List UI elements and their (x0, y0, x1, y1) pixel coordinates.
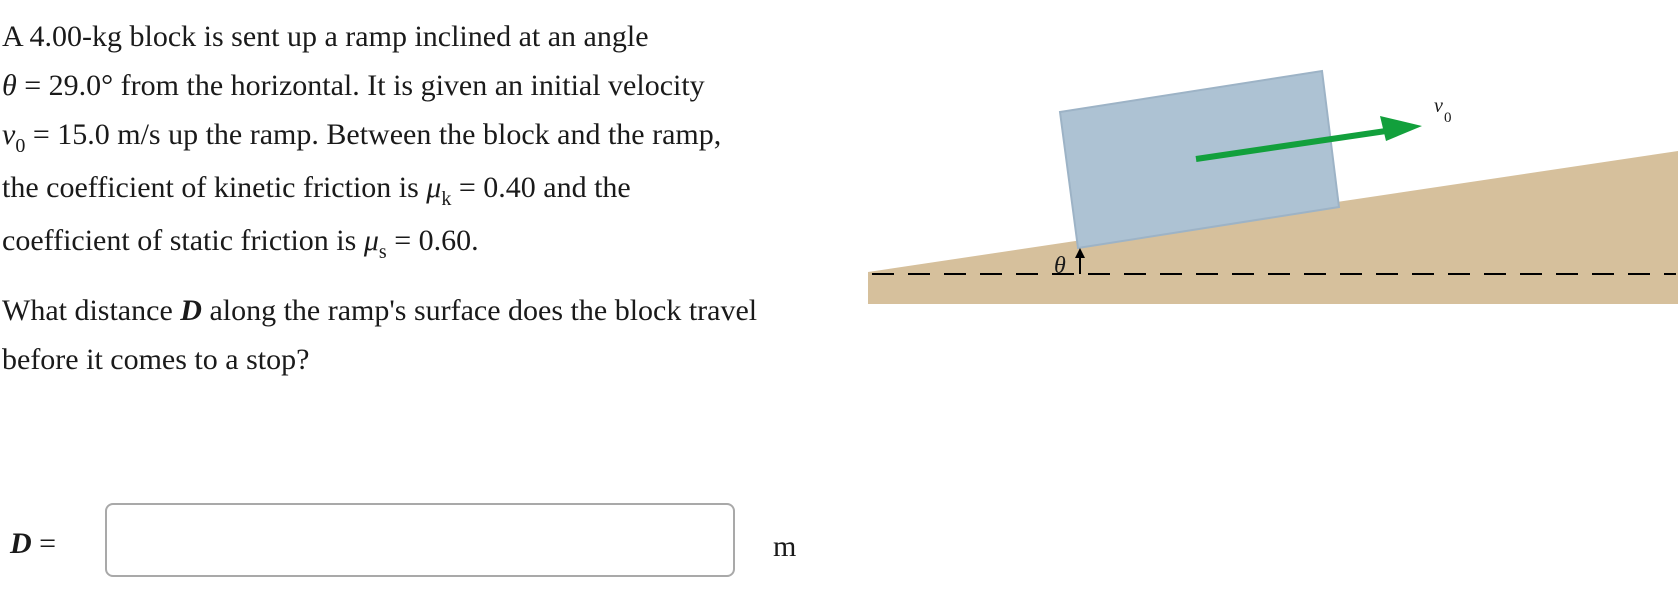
velocity-subscript: 0 (15, 135, 26, 157)
problem-angle-text: = 29.0° from the horizontal. It is given an initial velocity (16, 69, 705, 102)
question-text-end: along the ramp's surface does the block travel before it comes to a stop? (2, 294, 758, 376)
mu-k-symbol: μ (426, 171, 442, 204)
problem-line-1: A 4.00-kg block is sent up a ramp inclined at an angle (2, 20, 649, 53)
static-friction-value: = 0.60. (386, 224, 479, 257)
problem-statement (2, 12, 802, 384)
question-paragraph (2, 286, 762, 384)
velocity-label-subscript: 0 (1444, 110, 1452, 126)
ramp-diagram (868, 40, 1678, 320)
problem-paragraph (2, 12, 802, 269)
velocity-label: v (1434, 95, 1443, 117)
question-variable: D (180, 294, 202, 327)
mu-s-symbol: μ (363, 224, 379, 257)
answer-equals: = (31, 527, 57, 560)
theta-symbol: θ (2, 69, 17, 102)
problem-velocity-text: = 15.0 m/s up the ramp. Between the block and the ramp, (25, 118, 722, 151)
answer-label (10, 527, 56, 561)
velocity-arrow-head (1380, 116, 1422, 141)
theta-label: θ (1054, 253, 1066, 279)
kinetic-friction-value: = 0.40 and the (451, 171, 631, 204)
mu-s-subscript: s (378, 241, 387, 263)
distance-answer-input[interactable] (105, 503, 735, 577)
static-friction-text: coefficient of static friction is (2, 224, 364, 257)
velocity-symbol: v (2, 118, 16, 151)
question-text-start: What distance (2, 294, 181, 327)
kinetic-friction-text: the coefficient of kinetic friction is (2, 171, 427, 204)
answer-variable: D (10, 527, 32, 560)
mu-k-subscript: k (441, 188, 452, 210)
answer-unit: m (773, 530, 797, 563)
